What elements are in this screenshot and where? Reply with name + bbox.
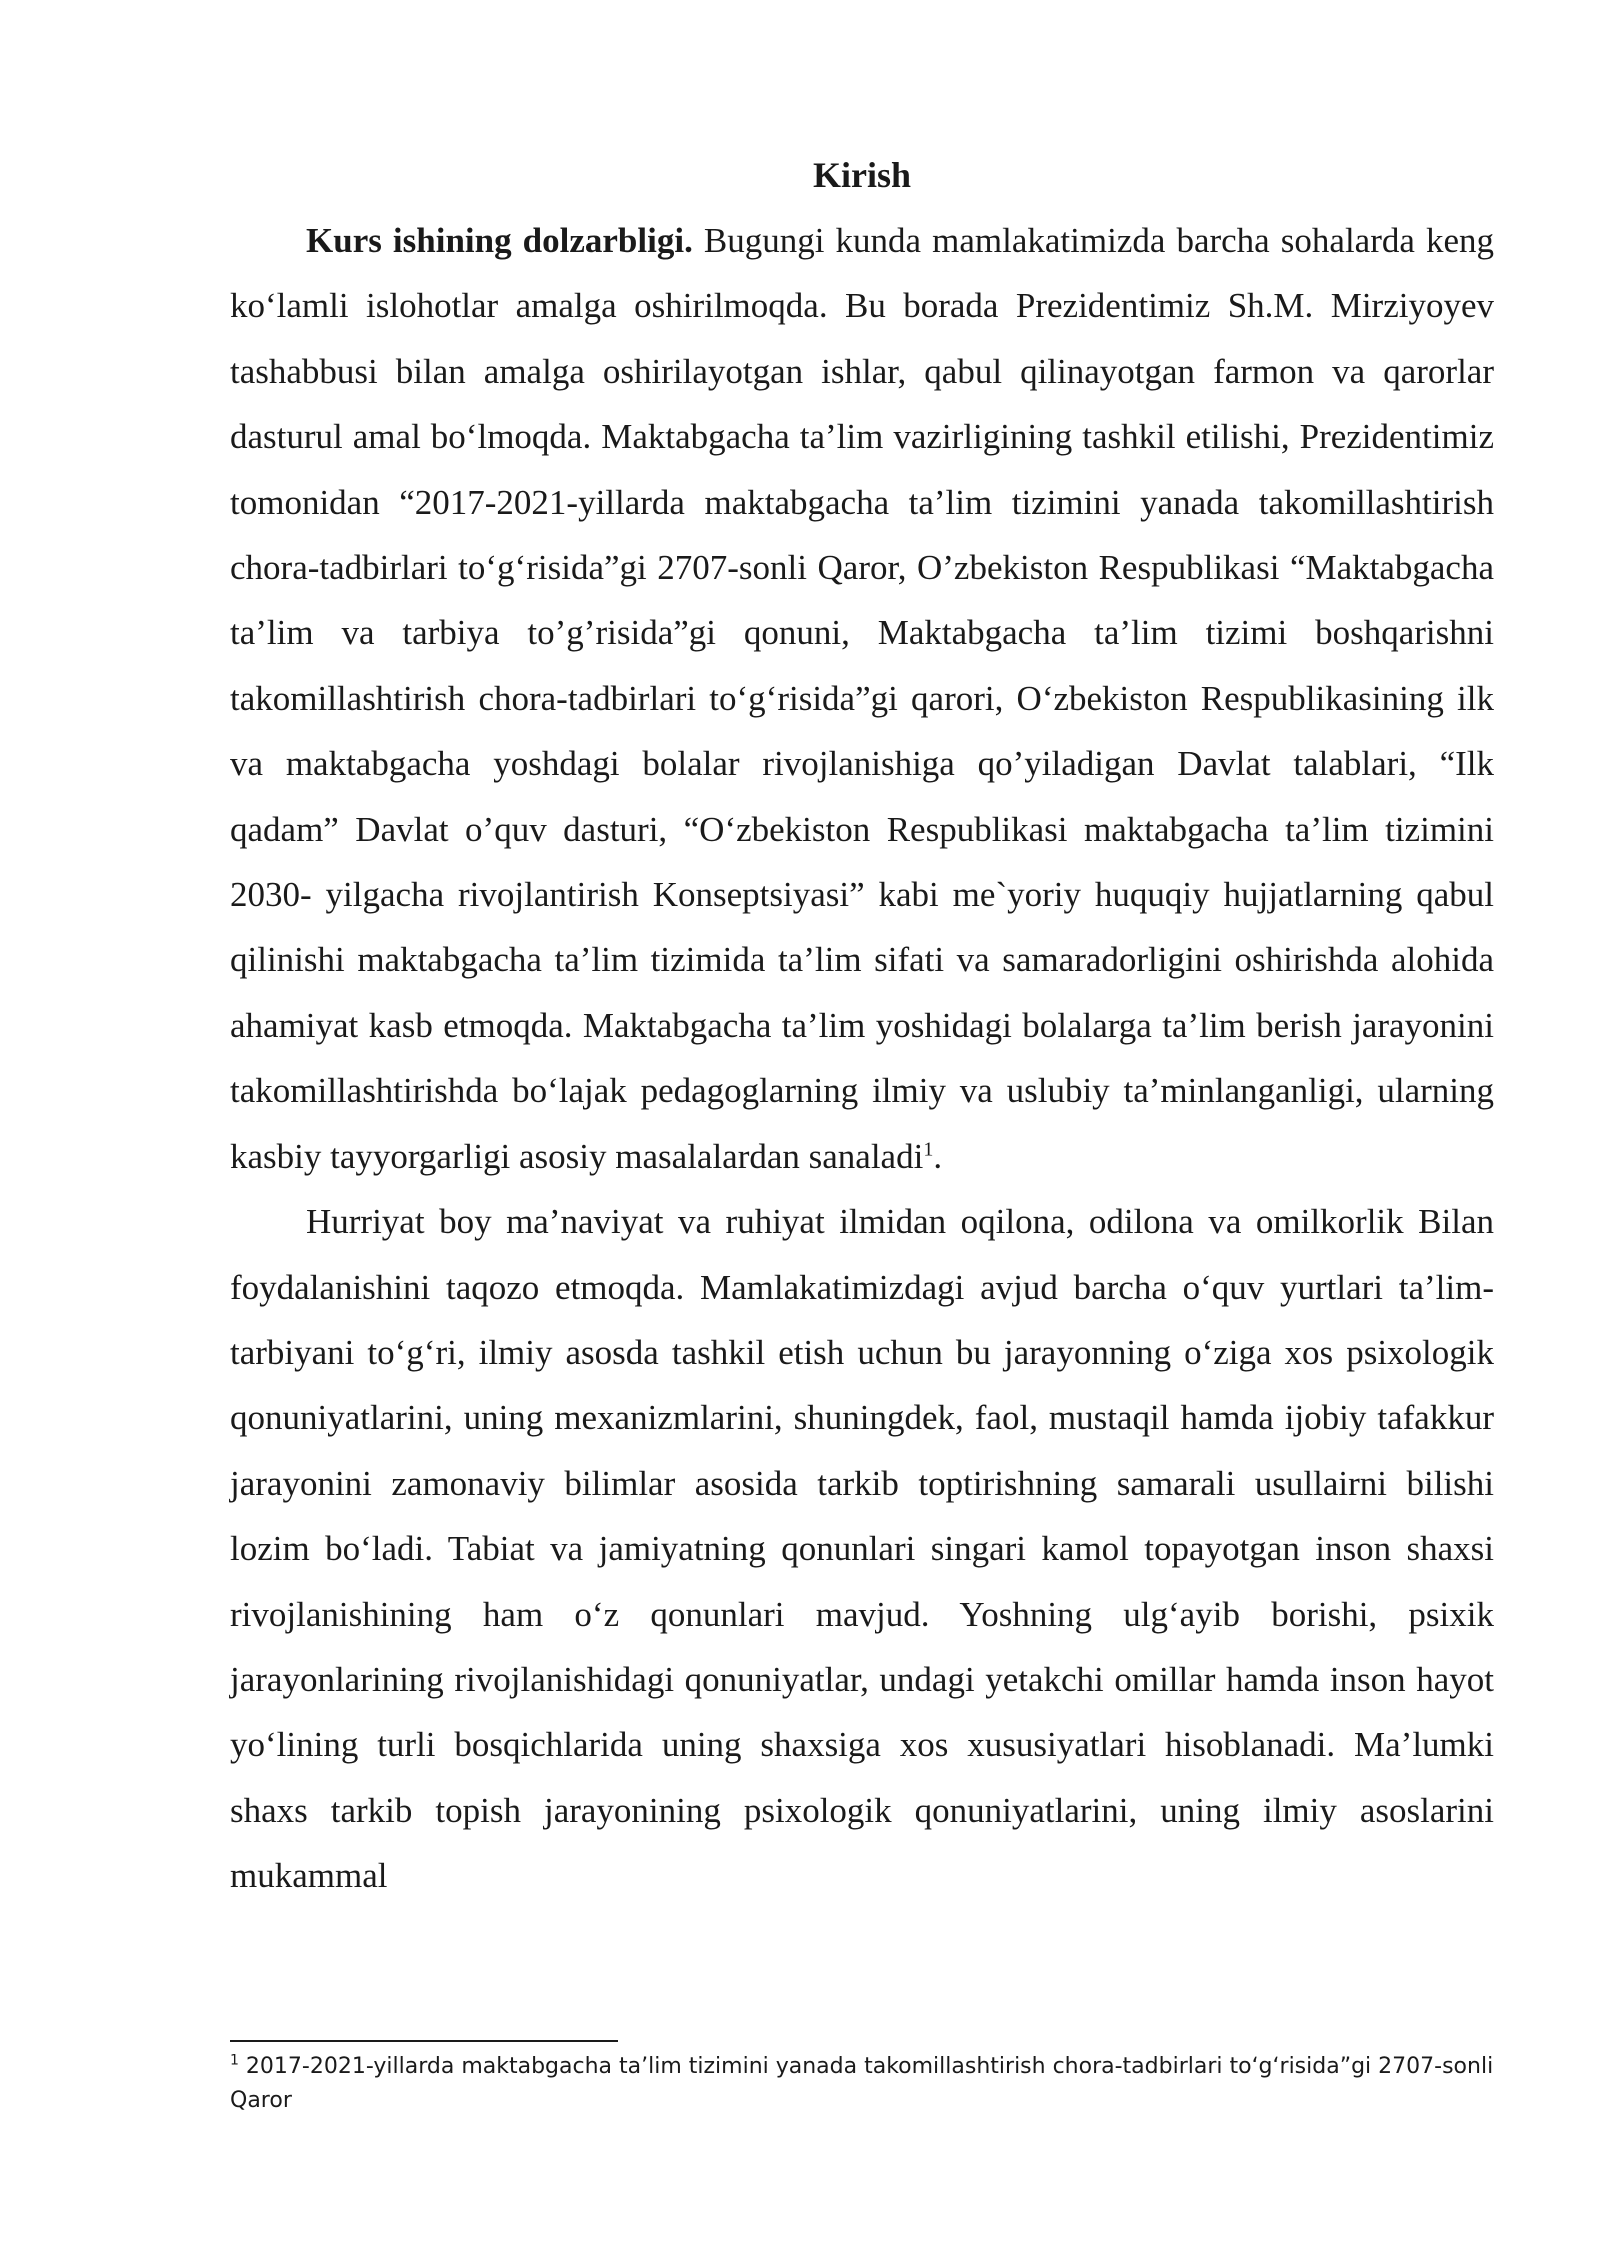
footnote-reference[interactable]: 1 bbox=[923, 1138, 934, 1161]
paragraph-second: Hurriyat boy ma’naviyat va ruhiyat ilmidan oqilona, odilona va omilkorlik Bilan foydalanishini taqozo etmoqda. Mamlakatimizdagi avjud barcha oʻquv yurtlari ta’lim-tarbiyani toʻgʻri, ilmiy asosda tashkil etish uchun bu jarayonning oʻziga xos psixologik qonuniyatlarini, uning mexanizmlarini, shuningdek, faol, mustaqil hamda ijobiy tafakkur jarayonini zamonaviy bilimlar asosida tarkib toptirishning samarali usullairni bilishi lozim boʻladi. Tabiat va jamiyatning qonunlari singari kamol topayotgan inson shaxsi rivojlanishining ham oʻz qonunlari mavjud. Yoshning ulgʻayib borishi, psixik jarayonlarining rivojlanishidagi qonuniyatlar, undagi yetakchi omillar hamda inson hayot yoʻlining turli bosqichlarida uning shaxsiga xos xususiyatlari hisoblanadi. Ma’lumki shaxs tarkib topish jarayonining psixologik qonuniyatlarini, uning ilmiy asoslarini mukammal bbox=[230, 1202, 1494, 1896]
paragraph-text: Bugungi kunda mamlakatimizda barcha sohalarda keng koʻlamli islohotlar amalga oshirilmoqda. Bu borada Prezidentimiz Sh.M. Mirziyoyev tashabbusi bilan amalga oshirilayotgan ishlar, qabul qilinayotgan farmon va qarorlar dasturul amal boʻlmoqda. Maktabgacha ta’lim vazirligining tashkil etilishi, Prezidentimiz tomonidan “2017-2021-yillarda maktabgacha ta’lim tizimini yanada takomillashtirish chora-tadbirlari toʻgʻrisida”gi 2707-sonli Qaror, O’zbekiston Respublikasi “Maktabgacha ta’lim va tarbiya to’g’risida”gi qonuni, Maktabgacha ta’lim tizimi boshqarishni takomillashtirish chora-tadbirlari toʻgʻrisida”gi qarori, Oʻzbekiston Respublikasining ilk va maktabgacha yoshdagi bolalar rivojlanishiga qo’yiladigan Davlat talablari, “Ilk qadam” Davlat o’quv dasturi, “Oʻzbekiston Respublikasi maktabgacha ta’lim tizimini 2030- yilgacha rivojlantirish Konseptsiyasi” kabi me`yoriy huquqiy hujjatlarning qabul qilinishi maktabgacha ta’lim tizimida ta’lim sifati va samaradorligini oshirishda alohida ahamiyat kasb etmoqda. Maktabgacha ta’lim yoshidagi bolalarga ta’lim berish jarayonini takomillashtirishda boʻlajak pedagoglarning ilmiy va uslubiy ta’minlanganligi, ularning kasbiy tayyorgarligi asosiy masalalardan sanaladi bbox=[230, 221, 1494, 1176]
body-text bbox=[230, 208, 1494, 1909]
page-title: Kirish bbox=[812, 155, 911, 195]
footnote-text: 2017-2021-yillarda maktabgacha ta’lim tizimini yanada takomillashtirish chora-tadbirlari toʻgʻrisida”gi 2707-sonli Qaror bbox=[230, 2054, 1494, 2113]
paragraph-lead: Kurs ishining dolzarbligi. bbox=[306, 221, 693, 260]
footnote-separator bbox=[230, 2040, 618, 2042]
paragraph-end: . bbox=[933, 1136, 943, 1176]
footnote-number: 1 bbox=[230, 2052, 239, 2069]
footnote bbox=[230, 2050, 1494, 2118]
paragraph-relevance bbox=[230, 208, 1494, 1189]
